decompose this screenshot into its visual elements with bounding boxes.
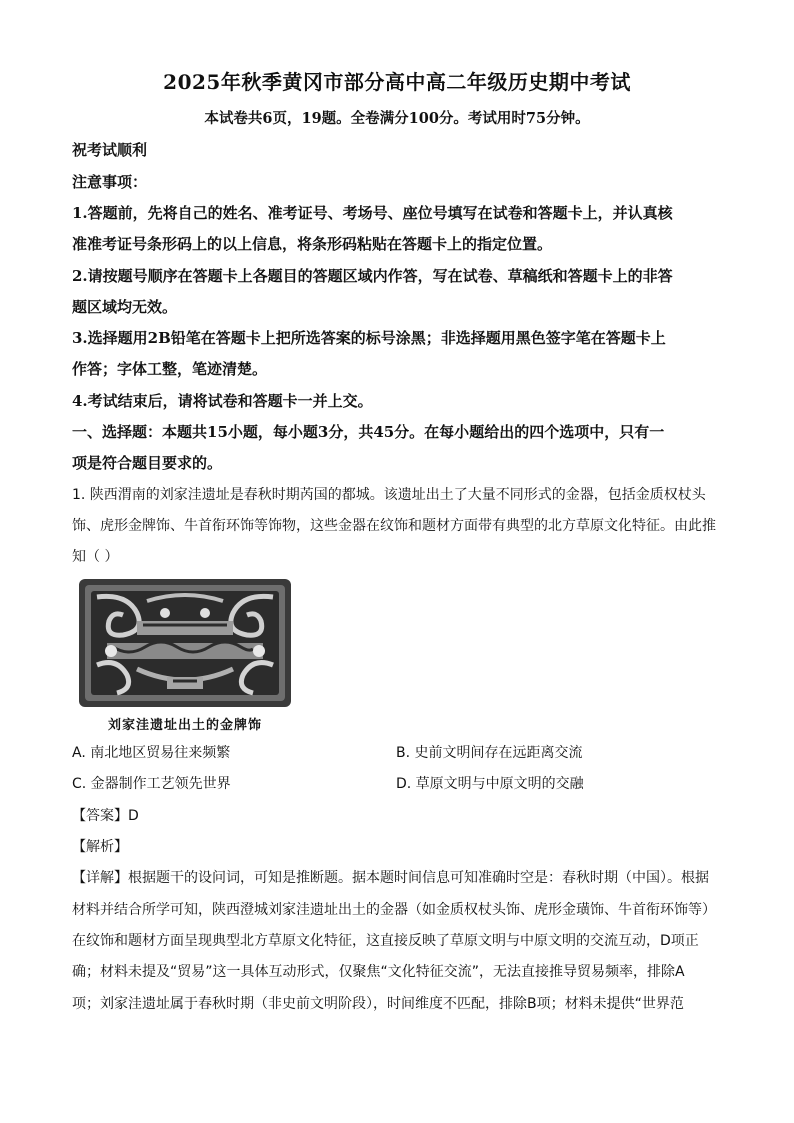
- option-a: A. 南北地区贸易往来频繁: [72, 745, 231, 761]
- notice-line: 1.答题前，先将自己的姓名、准考证号、考场号、座位号填写在试卷和答题卡上，并认真核: [72, 204, 673, 222]
- notice-line: 题区域均无效。: [72, 298, 178, 316]
- detail-line: 【详解】根据题干的设问词，可知是推断题。据本题时间信息可知准确时空是：春秋时期（中国）。根据: [72, 870, 709, 886]
- section-heading: 项是符合题目要求的。: [72, 454, 223, 472]
- option-b: B. 史前文明间存在远距离交流: [396, 745, 583, 761]
- gold-plaque-image: [77, 577, 293, 709]
- exam-title: 2025年秋季黄冈市部分高中高二年级历史期中考试: [163, 70, 631, 94]
- detail-line: 确；材料未提及“贸易”这一具体互动形式，仅聚焦“文化特征交流”，无法直接推导贸易频率，排除A: [72, 964, 685, 980]
- notice-line: 3.选择题用2B铅笔在答题卡上把所选答案的标号涂黑；非选择题用黑色签字笔在答题卡上: [72, 329, 666, 347]
- section-heading: 一、选择题：本题共15小题，每小题3分，共45分。在每小题给出的四个选项中，只有一: [72, 423, 665, 441]
- question-stem: 知（ ）: [72, 549, 119, 565]
- notice-line: 准准考证号条形码上的以上信息，将条形码粘贴在答题卡上的指定位置。: [72, 235, 553, 253]
- notice-line: 4.考试结束后，请将试卷和答题卡一并上交。: [72, 392, 373, 410]
- detail-line: 在纹饰和题材方面呈现典型北方草原文化特征，这直接反映了草原文明与中原文明的交流互动，D项正: [72, 933, 699, 949]
- greeting: 祝考试顺利: [72, 141, 148, 159]
- question-stem: 1. 陕西渭南的刘家洼遗址是春秋时期芮国的都城。该遗址出土了大量不同形式的金器，包括金质权杖头: [72, 487, 706, 503]
- detail-line: 项；刘家洼遗址属于春秋时期（非史前文明阶段），时间维度不匹配，排除B项；材料未提供“世界范: [72, 996, 684, 1012]
- option-d: D. 草原文明与中原文明的交融: [396, 776, 584, 792]
- option-c: C. 金器制作工艺领先世界: [72, 776, 231, 792]
- answer-label: 【答案】D: [72, 808, 139, 824]
- gold-plaque-figure: [77, 577, 293, 737]
- notice-line: 2.请按题号顺序在答题卡上各题目的答题区域内作答，写在试卷、草稿纸和答题卡上的非答: [72, 267, 673, 285]
- question-stem: 饰、虎形金牌饰、牛首衔环饰等饰物，这些金器在纹饰和题材方面带有典型的北方草原文化特征。由此推: [72, 518, 716, 534]
- notice-heading: 注意事项：: [72, 173, 148, 191]
- notice-line: 作答；字体工整，笔迹清楚。: [72, 360, 268, 378]
- figure-caption: 刘家洼遗址出土的金牌饰: [107, 718, 262, 733]
- exam-subtitle: 本试卷共6页，19题。全卷满分100分。考试用时75分钟。: [204, 110, 590, 127]
- detail-line: 材料并结合所学可知，陕西澄城刘家洼遗址出土的金器（如金质权杖头饰、虎形金璜饰、牛首衔环饰等）: [72, 902, 716, 918]
- analysis-label: 【解析】: [72, 839, 128, 855]
